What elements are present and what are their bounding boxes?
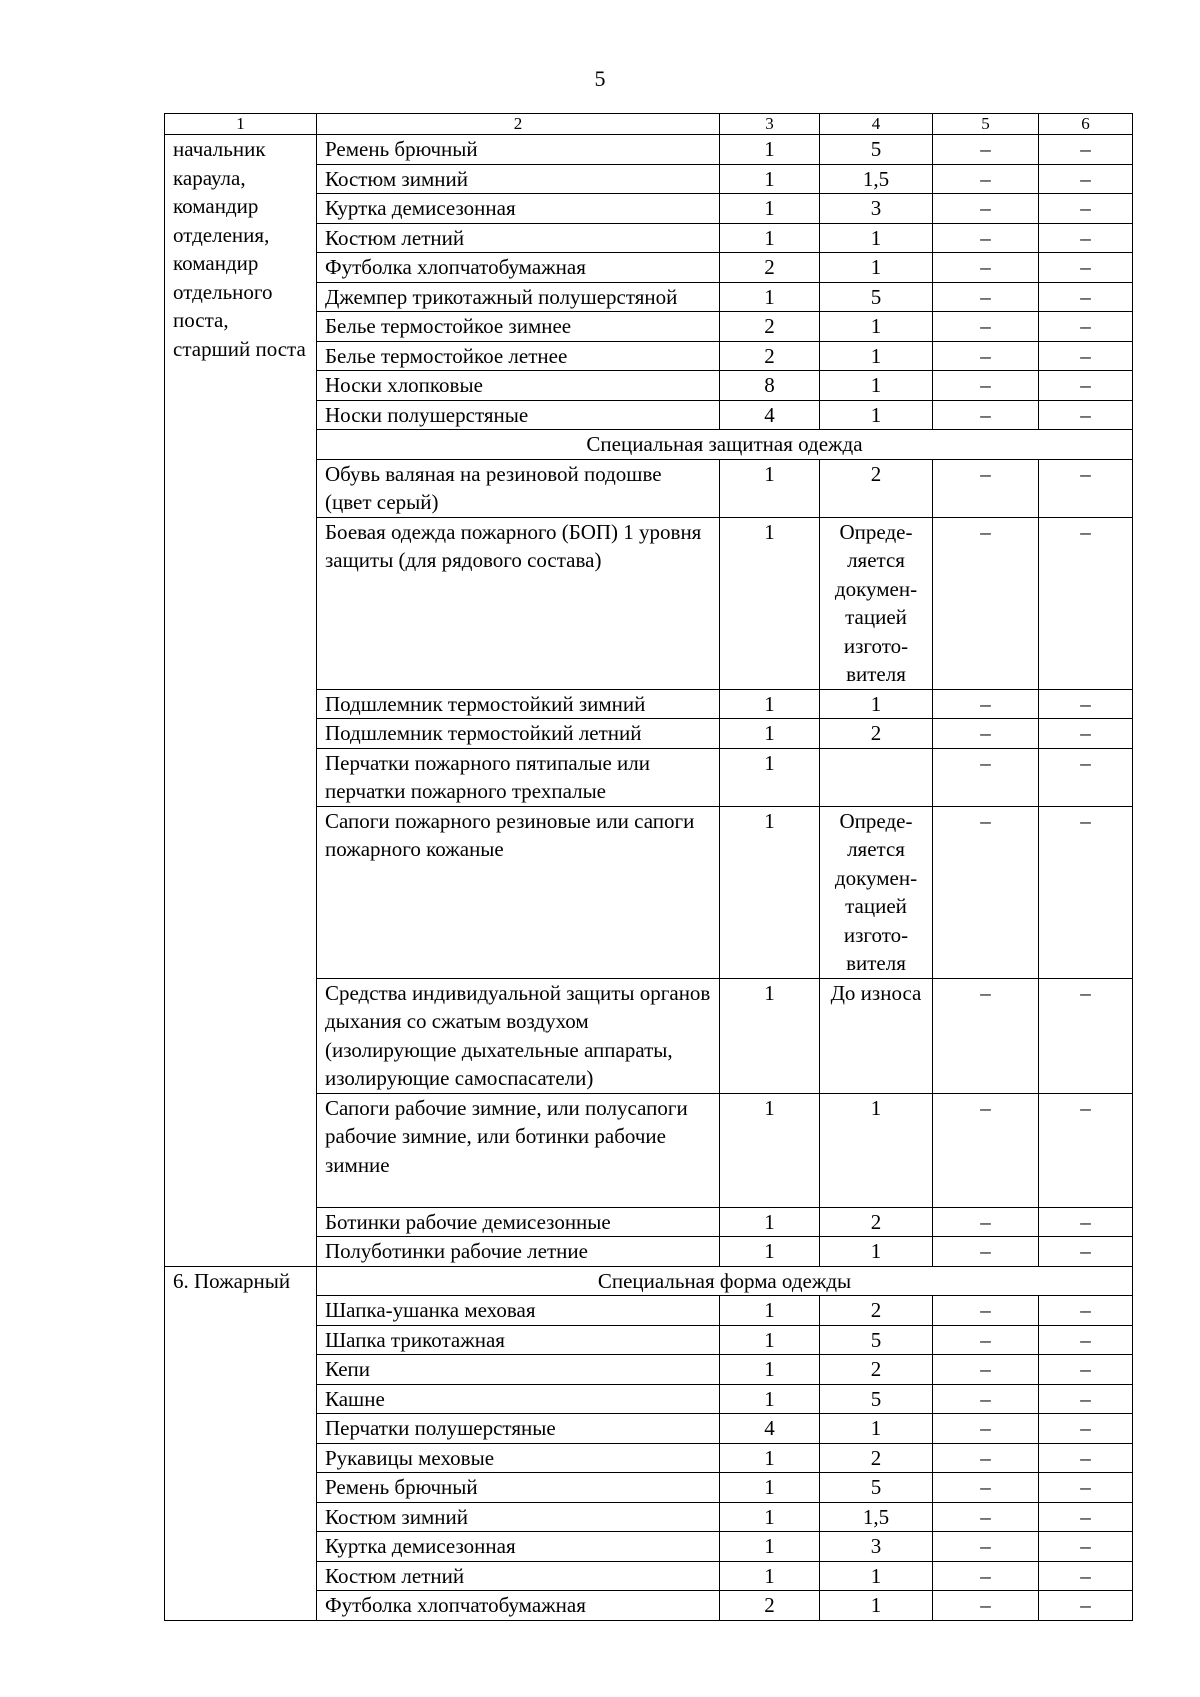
wear-term-cell: 1 [820,223,933,253]
item-name-cell: Средства индивидуальной защиты органов дыхания со сжатым воздухом (изолирующие дыхательные аппараты, изолирующие самоспасатели) [317,978,720,1093]
wear-term-cell: 2 [820,1296,933,1326]
column-6-cell: – [1039,312,1133,342]
quantity-cell: 1 [720,1502,820,1532]
wear-term-cell: 1 [820,400,933,430]
wear-term-cell: 2 [820,1443,933,1473]
wear-term-cell: 2 [820,1207,933,1237]
column-5-cell: – [933,135,1039,165]
wear-term-cell: 3 [820,1532,933,1562]
quantity-cell: 1 [720,1532,820,1562]
column-6-cell: – [1039,1443,1133,1473]
item-name-cell: Обувь валяная на резиновой подошве (цвет серый) [317,459,720,517]
column-6-cell: – [1039,689,1133,719]
position-cell: 6. Пожарный [165,1266,317,1620]
column-6-cell: – [1039,341,1133,371]
item-name-cell: Боевая одежда пожарного (БОП) 1 уровня защиты (для рядового состава) [317,517,720,689]
wear-term-cell: 1 [820,689,933,719]
quantity-cell: 1 [720,135,820,165]
quantity-cell: 1 [720,223,820,253]
item-name-cell: Подшлемник термостойкий летний [317,719,720,749]
wear-term-cell: 5 [820,135,933,165]
column-5-cell: – [933,1502,1039,1532]
quantity-cell: 1 [720,978,820,1093]
column-number-1: 1 [165,114,317,135]
column-5-cell: – [933,1443,1039,1473]
table-header-row [165,114,1133,135]
wear-term-cell: 5 [820,1384,933,1414]
section-title: Специальная форма одежды [317,1266,1133,1296]
quantity-cell: 1 [720,1473,820,1503]
item-name-cell: Сапоги рабочие зимние, или полусапоги рабочие зимние, или ботинки рабочие зимние [317,1093,720,1207]
item-name-cell: Шапка трикотажная [317,1325,720,1355]
quantity-cell: 1 [720,164,820,194]
column-5-cell: – [933,748,1039,806]
column-5-cell: – [933,1532,1039,1562]
column-6-cell: – [1039,223,1133,253]
quantity-cell: 1 [720,1207,820,1237]
column-6-cell: – [1039,748,1133,806]
section-title: Специальная защитная одежда [317,430,1133,460]
item-name-cell: Подшлемник термостойкий зимний [317,689,720,719]
column-6-cell: – [1039,1207,1133,1237]
item-name-cell: Костюм зимний [317,1502,720,1532]
column-6-cell: – [1039,978,1133,1093]
item-name-cell: Рукавицы меховые [317,1443,720,1473]
column-5-cell: – [933,978,1039,1093]
column-5-cell: – [933,1473,1039,1503]
clothing-norms-table [164,113,1133,1621]
quantity-cell: 1 [720,1237,820,1267]
column-6-cell: – [1039,371,1133,401]
wear-term-cell: 1 [820,1093,933,1207]
column-6-cell: – [1039,253,1133,283]
column-6-cell: – [1039,1591,1133,1621]
column-5-cell: – [933,459,1039,517]
item-name-cell: Белье термостойкое зимнее [317,312,720,342]
quantity-cell: 1 [720,282,820,312]
column-5-cell: – [933,517,1039,689]
wear-term-cell: 1 [820,371,933,401]
column-5-cell: – [933,1237,1039,1267]
quantity-cell: 1 [720,806,820,978]
item-name-cell: Кашне [317,1384,720,1414]
column-number-5: 5 [933,114,1039,135]
quantity-cell: 4 [720,1414,820,1444]
column-5-cell: – [933,1561,1039,1591]
column-5-cell: – [933,1296,1039,1326]
column-5-cell: – [933,719,1039,749]
quantity-cell: 1 [720,1355,820,1385]
wear-term-cell: 1,5 [820,164,933,194]
column-6-cell: – [1039,1384,1133,1414]
wear-term-cell: 5 [820,1473,933,1503]
column-6-cell: – [1039,806,1133,978]
item-name-cell: Полуботинки рабочие летние [317,1237,720,1267]
wear-term-cell: Опреде-ляется докумен-тацией изгото-вителя [820,806,933,978]
item-name-cell: Сапоги пожарного резиновые или сапоги пожарного кожаные [317,806,720,978]
column-5-cell: – [933,194,1039,224]
quantity-cell: 1 [720,1296,820,1326]
quantity-cell: 1 [720,517,820,689]
item-name-cell: Костюм зимний [317,164,720,194]
quantity-cell: 4 [720,400,820,430]
table-row [165,135,1133,165]
item-name-cell: Куртка демисезонная [317,1532,720,1562]
column-5-cell: – [933,1384,1039,1414]
quantity-cell: 1 [720,689,820,719]
wear-term-cell: 1 [820,1561,933,1591]
column-5-cell: – [933,400,1039,430]
column-5-cell: – [933,371,1039,401]
column-6-cell: – [1039,400,1133,430]
quantity-cell: 1 [720,459,820,517]
quantity-cell: 8 [720,371,820,401]
column-5-cell: – [933,689,1039,719]
wear-term-cell: 2 [820,459,933,517]
quantity-cell: 1 [720,194,820,224]
item-name-cell: Костюм летний [317,223,720,253]
column-number-3: 3 [720,114,820,135]
item-name-cell: Джемпер трикотажный полушерстяной [317,282,720,312]
item-name-cell: Костюм летний [317,1561,720,1591]
wear-term-cell: 2 [820,719,933,749]
column-number-2: 2 [317,114,720,135]
column-5-cell: – [933,164,1039,194]
item-name-cell: Футболка хлопчатобумажная [317,253,720,283]
position-cell: начальник караула, командир отделения, командир отдельного поста, старший поста [165,135,317,1267]
column-6-cell: – [1039,459,1133,517]
wear-term-cell: 1,5 [820,1502,933,1532]
item-name-cell: Перчатки полушерстяные [317,1414,720,1444]
column-6-cell: – [1039,194,1133,224]
item-name-cell: Ботинки рабочие демисезонные [317,1207,720,1237]
column-6-cell: – [1039,1296,1133,1326]
quantity-cell: 1 [720,1325,820,1355]
column-5-cell: – [933,806,1039,978]
item-name-cell: Футболка хлопчатобумажная [317,1591,720,1621]
column-6-cell: – [1039,1502,1133,1532]
column-5-cell: – [933,282,1039,312]
column-6-cell: – [1039,1561,1133,1591]
wear-term-cell: 1 [820,341,933,371]
quantity-cell: 2 [720,1591,820,1621]
quantity-cell: 2 [720,253,820,283]
wear-term-cell: 2 [820,1355,933,1385]
quantity-cell: 1 [720,1093,820,1207]
column-5-cell: – [933,1093,1039,1207]
wear-term-cell: 1 [820,1591,933,1621]
quantity-cell: 1 [720,1443,820,1473]
column-5-cell: – [933,223,1039,253]
wear-term-cell: 1 [820,1237,933,1267]
quantity-cell: 1 [720,1384,820,1414]
wear-term-cell: 5 [820,1325,933,1355]
column-6-cell: – [1039,282,1133,312]
wear-term-cell: 1 [820,253,933,283]
column-6-cell: – [1039,1237,1133,1267]
column-5-cell: – [933,253,1039,283]
quantity-cell: 2 [720,341,820,371]
quantity-cell: 1 [720,719,820,749]
item-name-cell: Ремень брючный [317,135,720,165]
column-6-cell: – [1039,1355,1133,1385]
page-number: 5 [594,66,606,91]
column-5-cell: – [933,312,1039,342]
wear-term-cell: 1 [820,312,933,342]
quantity-cell: 2 [720,312,820,342]
column-6-cell: – [1039,1473,1133,1503]
column-6-cell: – [1039,1325,1133,1355]
wear-term-cell: 3 [820,194,933,224]
item-name-cell: Кепи [317,1355,720,1385]
wear-term-cell: 5 [820,282,933,312]
column-6-cell: – [1039,1093,1133,1207]
column-5-cell: – [933,1207,1039,1237]
column-6-cell: – [1039,135,1133,165]
item-name-cell: Перчатки пожарного пятипалые или перчатки пожарного трехпалые [317,748,720,806]
column-5-cell: – [933,1325,1039,1355]
item-name-cell: Носки хлопковые [317,371,720,401]
column-number-4: 4 [820,114,933,135]
item-name-cell: Белье термостойкое летнее [317,341,720,371]
column-5-cell: – [933,1591,1039,1621]
column-5-cell: – [933,1355,1039,1385]
quantity-cell: 1 [720,748,820,806]
quantity-cell: 1 [720,1561,820,1591]
column-5-cell: – [933,341,1039,371]
column-5-cell: – [933,1414,1039,1444]
column-6-cell: – [1039,517,1133,689]
item-name-cell: Носки полушерстяные [317,400,720,430]
column-6-cell: – [1039,1532,1133,1562]
item-name-cell: Ремень брючный [317,1473,720,1503]
wear-term-cell: Опреде-ляется докумен-тацией изгото-вителя [820,517,933,689]
column-6-cell: – [1039,719,1133,749]
wear-term-cell: 1 [820,1414,933,1444]
wear-term-cell [820,748,933,806]
section-row [165,1266,1133,1296]
item-name-cell: Куртка демисезонная [317,194,720,224]
column-6-cell: – [1039,1414,1133,1444]
item-name-cell: Шапка-ушанка меховая [317,1296,720,1326]
wear-term-cell: До износа [820,978,933,1093]
column-6-cell: – [1039,164,1133,194]
column-number-6: 6 [1039,114,1133,135]
